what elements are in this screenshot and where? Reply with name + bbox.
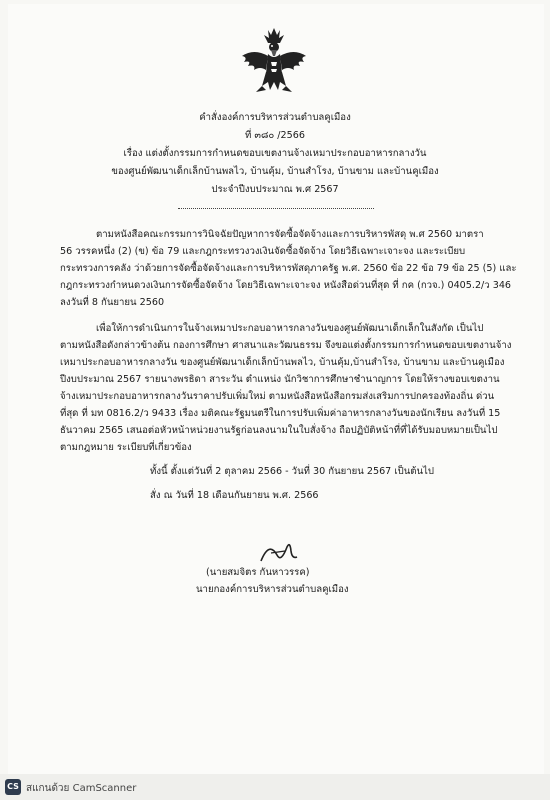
paragraph-2-line: เหมาประกอบอาหารกลางวัน ของศูนย์พัฒนาเด็กเล็กบ้านพลไว, บ้านคุ้ม,บ้านสำโรง, บ้านขาม และบ้านคูเมือง (60, 357, 505, 368)
paragraph-2-line: เพื่อให้การดำเนินการในจ้างเหมาประกอบอาหารกลางวันของศูนย์พัฒนาเด็กเล็กในสังกัด เป็นไป (96, 323, 484, 334)
order-title: คำสั่งองค์การบริหารส่วนตำบลคูเมือง (199, 112, 351, 123)
paragraph-1-line: ลงวันที่ 8 กันยายน 2560 (60, 297, 165, 308)
subject-line-2: ของศูนย์พัฒนาเด็กเล็กบ้านพลไว, บ้านคุ้ม, บ้านสำโรง, บ้านขาม และบ้านคูเมือง (111, 166, 439, 177)
paragraph-2-line: ปีงบประมาณ 2567 รายนางพรธิดา สาระวัน ตำแหน่ง นักวิชาการศึกษาชำนาญการ โดยให้รางขอบเขตงาน (60, 374, 500, 385)
paragraph-1-line: ตามหนังสือคณะกรรมการวินิจฉัยปัญหาการจัดซื้อจัดจ้างและการบริหารพัสดุ พ.ศ 2560 มาตรา (96, 229, 484, 240)
order-date: สั่ง ณ วันที่ 18 เดือนกันยายน พ.ศ. 2566 (150, 490, 319, 501)
subject-line-1: เรื่อง แต่งตั้งกรรมการกำหนดขอบเขตงานจ้างเหมาประกอบอาหารกลางวัน (123, 148, 427, 159)
effective-period: ทั้งนี้ ตั้งแต่วันที่ 2 ตุลาคม 2566 - วันที่ 30 กันยายน 2567 เป็นต้นไป (150, 466, 434, 477)
signatory-position: นายกองค์การบริหารส่วนตำบลคูเมือง (196, 584, 349, 595)
order-number: ที่ ๓๘๐ /2566 (245, 130, 305, 141)
subject-line-3: ประจำปีงบประมาณ พ.ศ 2567 (211, 184, 339, 195)
signatory-name: (นายสมจิตร กันหาวรรค) (206, 567, 310, 578)
garuda-emblem (238, 26, 310, 96)
separator-dotted-line (178, 208, 374, 209)
paragraph-1-line: กฎกระทรวงกำหนดวงเงินการจัดซื้อจัดจ้าง โดยวิธีเฉพาะเจาะจง หนังสือด่วนที่สุด ที่ กค (กวจ.) 0405.2/ว 346 (60, 280, 512, 291)
handwritten-signature (257, 537, 301, 567)
camscanner-logo-icon: CS (5, 779, 21, 795)
paragraph-2-line: ตามหนังสือดังกล่าวข้างต้น กองการศึกษา ศาสนาและวัฒนธรรม จึงขอแต่งตั้งกรรมการกำหนดขอบเขตงานจ้าง (60, 340, 512, 351)
paragraph-1-line: กระทรวงการคลัง ว่าด้วยการจัดซื้อจัดจ้างและการบริหารพัสดุภาครัฐ พ.ศ. 2560 ข้อ 22 ข้อ 79 ข้อ 25 (5) และ (60, 263, 517, 274)
camscanner-footer (0, 774, 550, 800)
paragraph-2-line: ที่สุด ที่ มท 0816.2/ว 9433 เรื่อง มติคณะรัฐมนตรีในการปรับเพิ่มค่าอาหารกลางวันของนักเรียน ลงวันที่ 15 (60, 408, 501, 419)
paragraph-1-line: 56 วรรคหนึ่ง (2) (ข) ข้อ 79 และกฎกระทรวงวงเงินจัดซื้อจัดจ้าง โดยวิธีเฉพาะเจาะจง และระเบียบ (60, 246, 466, 257)
paragraph-2-line: ธันวาคม 2565 เสนอต่อหัวหน้าหน่วยงานรัฐก่อนลงนามในใบสั่งจ้าง ถือปฏิบัติหน้าที่ที่ได้รับมอบหมายเป็นไป (60, 425, 498, 436)
camscanner-watermark: สแกนด้วย CamScanner (26, 783, 137, 794)
paragraph-2-line: จ้างเหมาประกอบอาหารกลางวันราคาปรับเพิ่มใหม่ ตามหนังสือหนังสือกรมส่งเสริมการปกครองท้องถิ่น ด่วน (60, 391, 495, 402)
paragraph-2-line: ตามกฎหมาย ระเบียบที่เกี่ยวข้อง (60, 442, 192, 453)
